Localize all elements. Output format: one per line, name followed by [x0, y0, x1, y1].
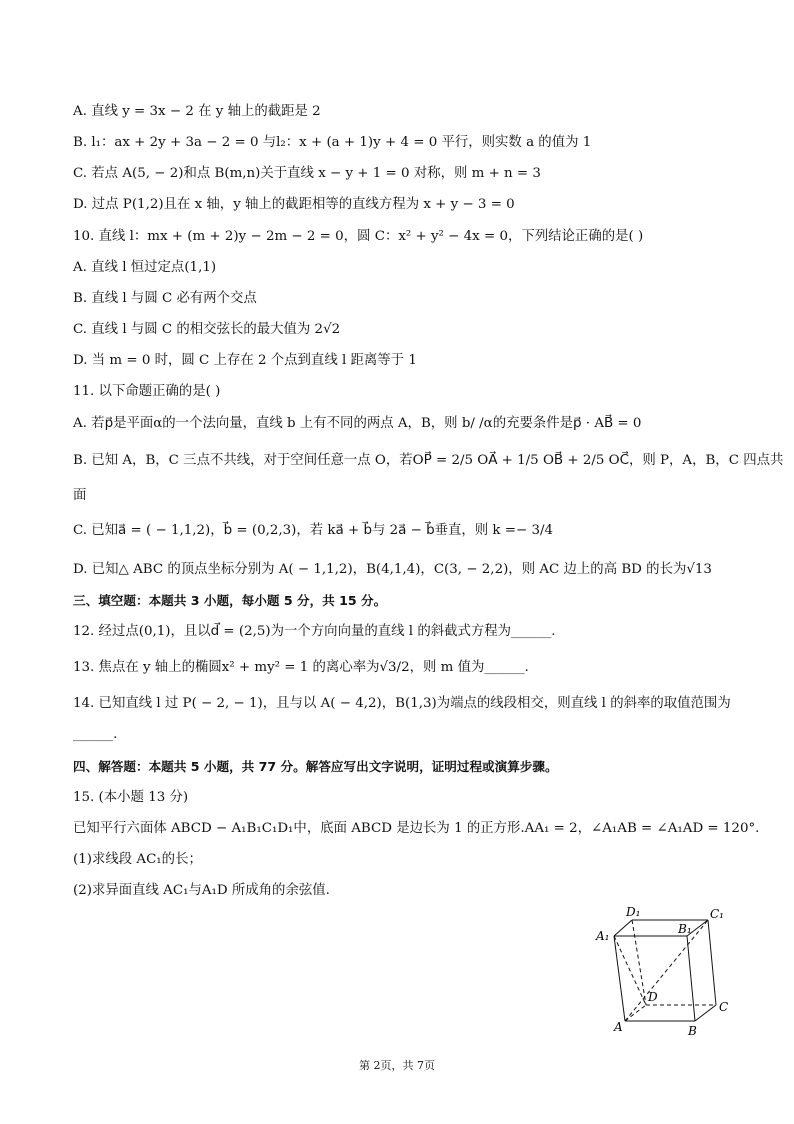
edge-a1-a: [614, 936, 625, 1021]
label-c1: C₁: [710, 907, 724, 921]
label-a1: A₁: [596, 929, 610, 943]
option-9a: A. 直线 y = 3x − 2 在 y 轴上的截距是 2: [73, 104, 321, 119]
edge-b1-b: [687, 936, 695, 1021]
page-footer: 第 2页，共 7页: [359, 1059, 435, 1072]
option-11b-cont: 面: [73, 488, 87, 503]
question-14-cont: ______.: [73, 727, 118, 742]
option-11c: C. 已知a⃗ = ( − 1,1,2)，b⃗ = (0,2,3)，若 ka⃗ + b⃗与 2a⃗ − b⃗垂直，则 k =− 3/4: [73, 523, 554, 538]
option-10a: A. 直线 l 恒过定点(1,1): [73, 260, 217, 275]
label-b: B: [688, 1024, 697, 1038]
question-15-part2: (2)求异面直线 AC₁与A₁D 所成角的余弦值.: [73, 883, 330, 898]
label-a: A: [614, 1020, 623, 1034]
edge-a1-d1: [614, 920, 632, 936]
question-14: 14. 已知直线 l 过 P( − 2, − 1)，且与以 A( − 4,2)，B(1,3)为端点的线段相交，则直线 l 的斜率的取值范围为: [73, 696, 731, 711]
parallelepiped-figure: [592, 903, 732, 1043]
option-9c: C. 若点 A(5, − 2)和点 B(m,n)关于直线 x − y + 1 = 0 对称，则 m + n = 3: [73, 166, 541, 181]
option-10c: C. 直线 l 与圆 C 的相交弦长的最大值为 2√2: [73, 322, 341, 337]
label-d: D: [648, 990, 658, 1004]
question-15-header: 15. (本小题 13 分): [73, 790, 189, 805]
diagonal-a-c1: [625, 920, 708, 1021]
question-15-part1: (1)求线段 AC₁的长；: [73, 852, 202, 867]
label-d1: D₁: [626, 905, 641, 919]
option-10d: D. 当 m = 0 时，圆 C 上存在 2 个点到直线 l 距离等于 1: [73, 353, 417, 368]
option-11b: B. 已知 A，B，C 三点不共线，对于空间任意一点 O，若OP⃗ = 2/5 OA⃗ + 1/5 OB⃗ + 2/5 OC⃗，则 P，A，B，C 四点共: [73, 453, 784, 468]
edge-b-c: [695, 1005, 716, 1021]
question-11: 11. 以下命题正确的是( ): [73, 384, 221, 399]
question-15-stem: 已知平行六面体 ABCD − A₁B₁C₁D₁中，底面 ABCD 是边长为 1 的正方形.AA₁ = 2，∠A₁AB = ∠A₁AD = 120°.: [73, 821, 760, 836]
option-9d: D. 过点 P(1,2)且在 x 轴，y 轴上的截距相等的直线方程为 x + y − 3 = 0: [73, 197, 515, 212]
edge-d1-d-hidden: [632, 920, 646, 1005]
option-9b: B. l₁：ax + 2y + 3a − 2 = 0 与l₂：x + (a + 1)y + 4 = 0 平行，则实数 a 的值为 1: [73, 135, 592, 150]
option-11d: D. 已知△ ABC 的顶点坐标分别为 A( − 1,1,2)，B(4,1,4)，C(3, − 2,2)，则 AC 边上的高 BD 的长为√13: [73, 562, 712, 577]
edge-c1-c: [708, 920, 716, 1005]
question-12: 12. 经过点(0,1)，且以d⃗ = (2,5)为一个方向向量的直线 l 的斜截式方程为______.: [73, 624, 556, 639]
label-b1: B₁: [678, 922, 692, 936]
section-answer-heading: 四、解答题：本题共 5 小题，共 77 分。解答应写出文字说明，证明过程或演算步骤。: [73, 759, 558, 774]
edge-a-d-hidden: [625, 1005, 646, 1021]
section-fill-in-heading: 三、填空题：本题共 3 小题，每小题 5 分，共 15 分。: [73, 593, 387, 608]
option-10b: B. 直线 l 与圆 C 必有两个交点: [73, 291, 257, 306]
question-10: 10. 直线 l：mx + (m + 2)y − 2m − 2 = 0，圆 C：x² + y² − 4x = 0，下列结论正确的是( ): [73, 229, 644, 244]
option-11a: A. 若p⃗是平面α的一个法向量，直线 b 上有不同的两点 A，B，则 b/ /α的充要条件是p⃗ · AB⃗ = 0: [73, 416, 642, 431]
label-c: C: [719, 1000, 729, 1014]
question-13: 13. 焦点在 y 轴上的椭圆x² + my² = 1 的离心率为√3/2，则 m 值为______.: [73, 660, 529, 675]
